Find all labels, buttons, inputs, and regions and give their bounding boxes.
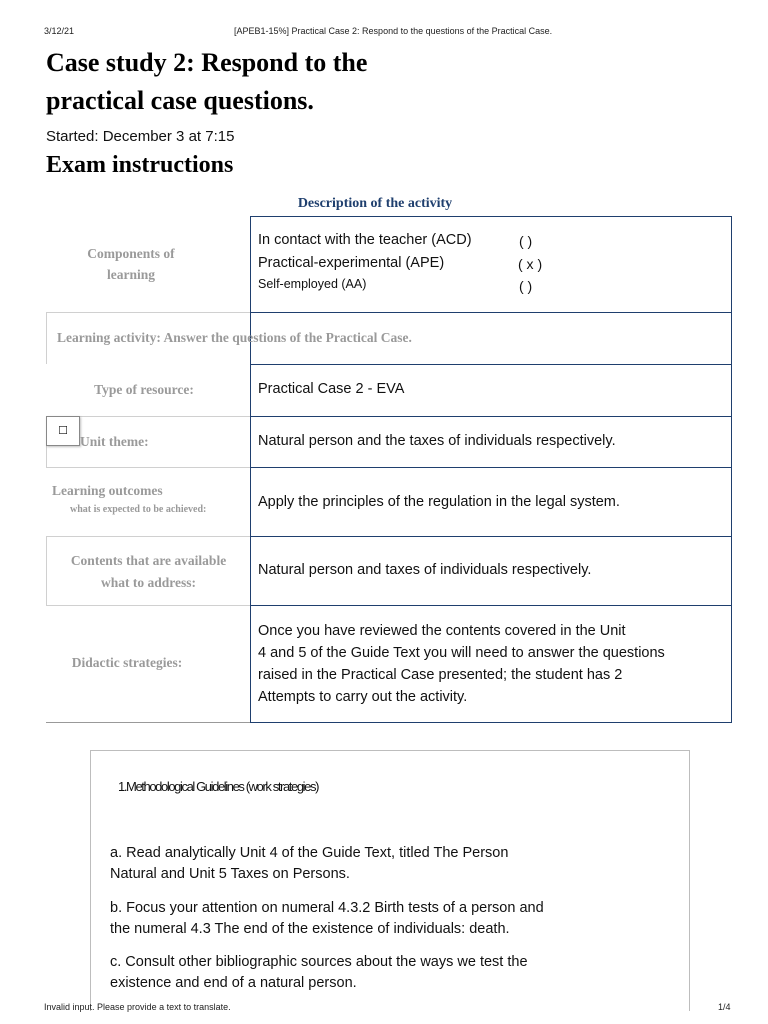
title-line-2: practical case questions. — [46, 86, 314, 115]
strategies-label: Didactic strategies: — [71, 655, 183, 670]
components-label: Components of learning — [87, 246, 175, 282]
component-aa-mark: ( ) — [519, 278, 533, 294]
component-ape: Practical-experimental (APE) — [258, 255, 445, 271]
learning-activity-text: Learning activity: Answer the questions of the Practical Case. — [57, 330, 412, 345]
checkbox-icon[interactable]: ☐ — [46, 416, 80, 446]
resource-value: Practical Case 2 - EVA — [258, 381, 405, 397]
resource-label: Type of resource: — [94, 382, 194, 397]
unit-theme-value: Natural person and the taxes of individuals respectively. — [258, 433, 616, 449]
component-aa: Self-employed (AA) — [258, 277, 367, 291]
outcomes-sublabel: what is expected to be achieved: — [70, 504, 207, 515]
guideline-c: c. Consult other bibliographic sources about the ways we test the existence and end of a natural person. — [110, 954, 528, 991]
outcomes-value: Apply the principles of the regulation in the legal system. — [258, 494, 620, 510]
strategies-value: Once you have reviewed the contents covered in the Unit 4 and 5 of the Guide Text you will need to answer the questions raised in the Practical Case presented; the student has 2 Attempts to carry out the activity. — [258, 623, 665, 705]
guidelines-heading: 1.Methodological Guidelines (work strategies) — [118, 779, 319, 794]
exam-instructions-heading: Exam instructions — [46, 152, 234, 178]
contents-label: Contents that are available what to address: — [70, 553, 227, 590]
footer-note: Invalid input. Please provide a text to translate. — [44, 1002, 231, 1012]
guideline-a: a. Read analytically Unit 4 of the Guide Text, titled The Person Natural and Unit 5 Taxes on Persons. — [110, 845, 509, 882]
component-acd: In contact with the teacher (ACD) — [258, 232, 472, 248]
title-line-1: Case study 2: Respond to the — [46, 48, 368, 77]
component-ape-mark: ( x ) — [518, 256, 543, 272]
page-number: 1/4 — [718, 1002, 731, 1012]
description-heading: Description of the activity — [297, 196, 453, 211]
unit-theme-label: Unit theme: — [80, 434, 149, 449]
print-doc-title: [APEB1-15%] Practical Case 2: Respond to the questions of the Practical Case. — [234, 26, 553, 36]
print-date: 3/12/21 — [44, 26, 75, 36]
page-title — [46, 44, 466, 120]
contents-value: Natural person and taxes of individuals respectively. — [258, 562, 592, 578]
started-timestamp: Started: December 3 at 7:15 — [46, 128, 235, 145]
outcomes-label: Learning outcomes — [52, 483, 163, 498]
guideline-b: b. Focus your attention on numeral 4.3.2 Birth tests of a person and the numeral 4.3 The end of the existence of individuals: death. — [110, 900, 544, 937]
component-acd-mark: ( ) — [519, 233, 533, 249]
